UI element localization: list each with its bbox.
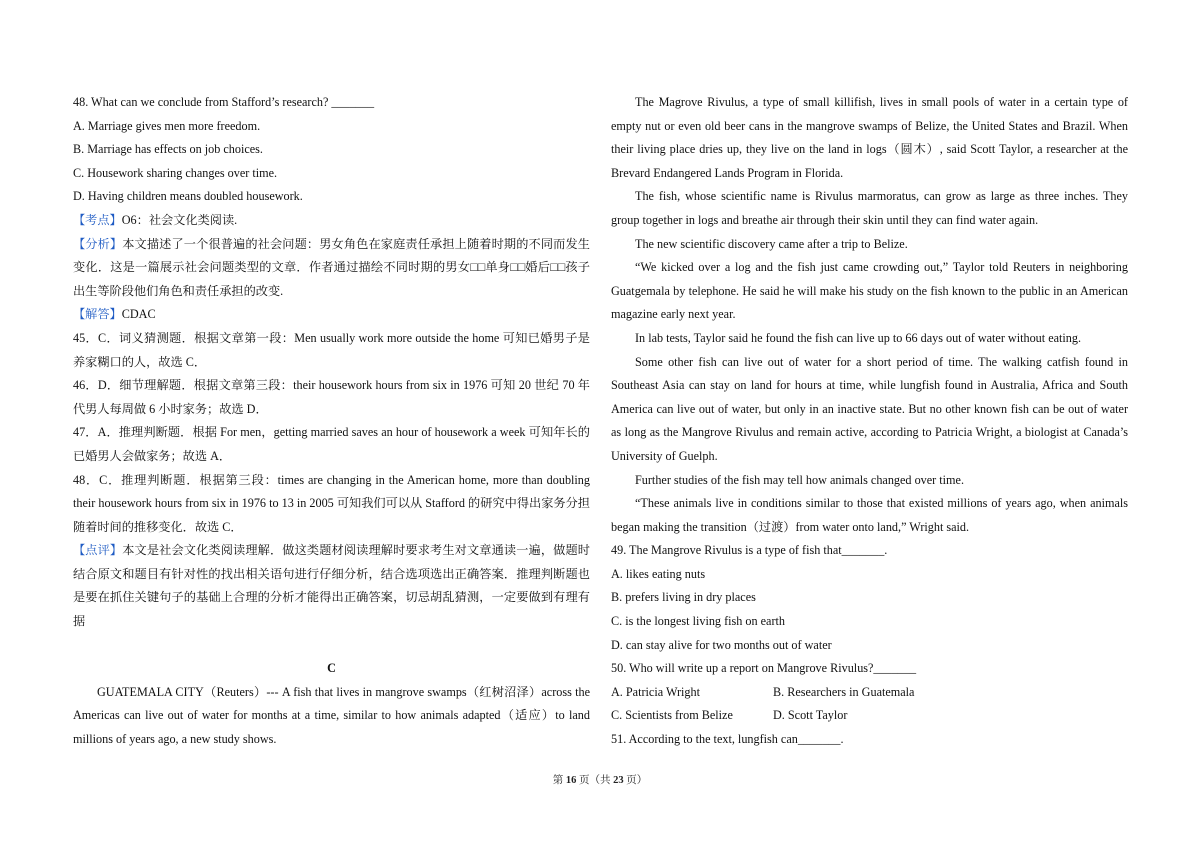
option-b: B. prefers living in dry places	[611, 590, 756, 605]
question-49: 49. The Mangrove Rivulus is a type of fish that_______.	[611, 543, 888, 558]
option-d: D. Scott Taylor	[773, 708, 848, 723]
option-d: D. can stay alive for two months out of water	[611, 637, 832, 652]
option-a: A. likes eating nuts	[611, 566, 706, 581]
left-column	[73, 91, 590, 752]
passage-paragraph-3: The new scientific discovery came after a trip to Belize.	[635, 236, 908, 251]
option-b: B. Researchers in Guatemala	[773, 684, 915, 699]
passage-intro: GUATEMALA CITY（Reuters）--- A fish that lives in mangrove swamps（红树沼泽）across the Americas can live out of water for months at a time, similar to how animals adapted（适应）to land millions of years ago, a new study shows.	[73, 684, 590, 747]
passage-paragraph-6: Some other fish can live out of water for a short period of time. The walking catfish found in Southeast Asia can stay on land for hours at time, while lungfish found in Australia, Africa and South America can live out of water, but only in an inactive state. But no other known fish can be out of water as long as the Mangrove Rivulus and remain active, according to Patricia Wright, a biologist at Canada’s University of Guelph.	[611, 354, 1128, 463]
fenxi-text: 本文描述了一个很普遍的社会问题：男女角色在家庭责任承担上随着时期的不同而发生变化．这是一篇展示社会问题类型的文章．作者通过描绘不同时期的男女□□单身□□婚后□□孩子出生等阶段他们角色和责任承担的改变.	[73, 236, 590, 298]
page-number: 16	[565, 775, 577, 786]
right-column	[611, 91, 1128, 752]
kaodian-text: O6：社会文化类阅读.	[121, 212, 238, 227]
passage-paragraph-2: The fish, whose scientific name is Rivulus marmoratus, can grow as large as three inches. They group together in logs and breathe air through their skin until they can find water again.	[611, 189, 1128, 227]
footer-prefix: 第	[552, 775, 566, 786]
option-a: A. Marriage gives men more freedom.	[73, 118, 261, 133]
jieda-line	[73, 303, 590, 327]
answer-46: 46．D．细节理解题．根据文章第三段：their housework hours from six in 1976 可知 20 世纪 70 年代男人每周做 6 小时家务；故选 D．	[73, 378, 590, 416]
footer-suffix: 页）	[623, 775, 648, 786]
option-c: C. Scientists from Belize	[611, 708, 733, 723]
fenxi-tag: 【分析】	[73, 236, 123, 251]
option-row	[611, 681, 1128, 705]
dianping-tag: 【点评】	[73, 543, 123, 558]
passage-paragraph-7: Further studies of the fish may tell how animals changed over time.	[635, 472, 964, 487]
section-label: C	[327, 661, 336, 676]
dianping-text: 本文是社会文化类阅读理解．做这类题材阅读理解时要求考生对文章通读一遍，做题时结合原文和题目有针对性的找出相关语句进行仔细分析，结合选项选出正确答案．推理判断题也是要在抓住关键句子的基础上合理的分析才能得出正确答案，切忌胡乱猜测，一定要做到有理有据	[73, 543, 590, 629]
passage-paragraph-1: The Magrove Rivulus, a type of small killifish, lives in small pools of water in a certain type of empty nut or even old beer cans in the mangrove swamps of Belize, the United States and Brazil. When their living place dries up, they live on the land in logs（圆木）, said Scott Taylor, a researcher at the Brevard Endangered Lands Program in Florida.	[611, 95, 1128, 180]
passage-paragraph-8: “These animals live in conditions similar to those that existed millions of years ago, when animals began making the transition（过渡）from water onto land,” Wright said.	[611, 496, 1128, 534]
option-c: C. is the longest living fish on earth	[611, 614, 785, 629]
answer-45: 45．C．词义猜测题．根据文章第一段：Men usually work more outside the home 可知已婚男子是养家糊口的人，故选 C．	[73, 330, 590, 369]
footer-middle: 页（共	[576, 775, 614, 786]
fenxi-paragraph	[73, 233, 590, 304]
kaodian-tag: 【考点】	[73, 212, 122, 227]
jieda-text: CDAC	[121, 307, 156, 322]
option-a: A. Patricia Wright	[611, 684, 700, 699]
page-footer	[0, 772, 1200, 787]
kaodian-line	[73, 209, 590, 233]
option-d: D. Having children means doubled housework.	[73, 189, 303, 204]
answer-48: 48．C．推理判断题．根据第三段：times are changing in the American home, more than doubling their housework hours from six in 1976 to 13 in 2005 可知我们可以从 Stafford 的研究中得出家务分担随着时间的推移变化．故选 C．	[73, 472, 590, 534]
passage-paragraph-4: “We kicked over a log and the fish just came crowding out,” Taylor told Reuters in neighboring Guatgemala by telephone. He said he will make his study on the fish known to the public in an American magazine early next year.	[611, 260, 1128, 322]
jieda-tag: 【解答】	[73, 307, 122, 322]
question-51: 51. According to the text, lungfish can_______.	[611, 732, 844, 747]
option-row	[611, 704, 1128, 728]
option-b: B. Marriage has effects on job choices.	[73, 142, 263, 157]
passage-paragraph-5: In lab tests, Taylor said he found the fish can live up to 66 days out of water without eating.	[635, 330, 1082, 345]
option-c: C. Housework sharing changes over time.	[73, 165, 278, 180]
dianping-paragraph	[73, 539, 590, 633]
answer-47: 47．A．推理判断题．根据 For men，getting married saves an hour of housework a week 可知年长的已婚男人会做家务；故选 A．	[73, 425, 590, 463]
page-total: 23	[613, 775, 624, 786]
question-50: 50. Who will write up a report on Mangrove Rivulus?_______	[611, 661, 917, 676]
question-48: 48. What can we conclude from Stafford’s research? _______	[73, 95, 375, 109]
